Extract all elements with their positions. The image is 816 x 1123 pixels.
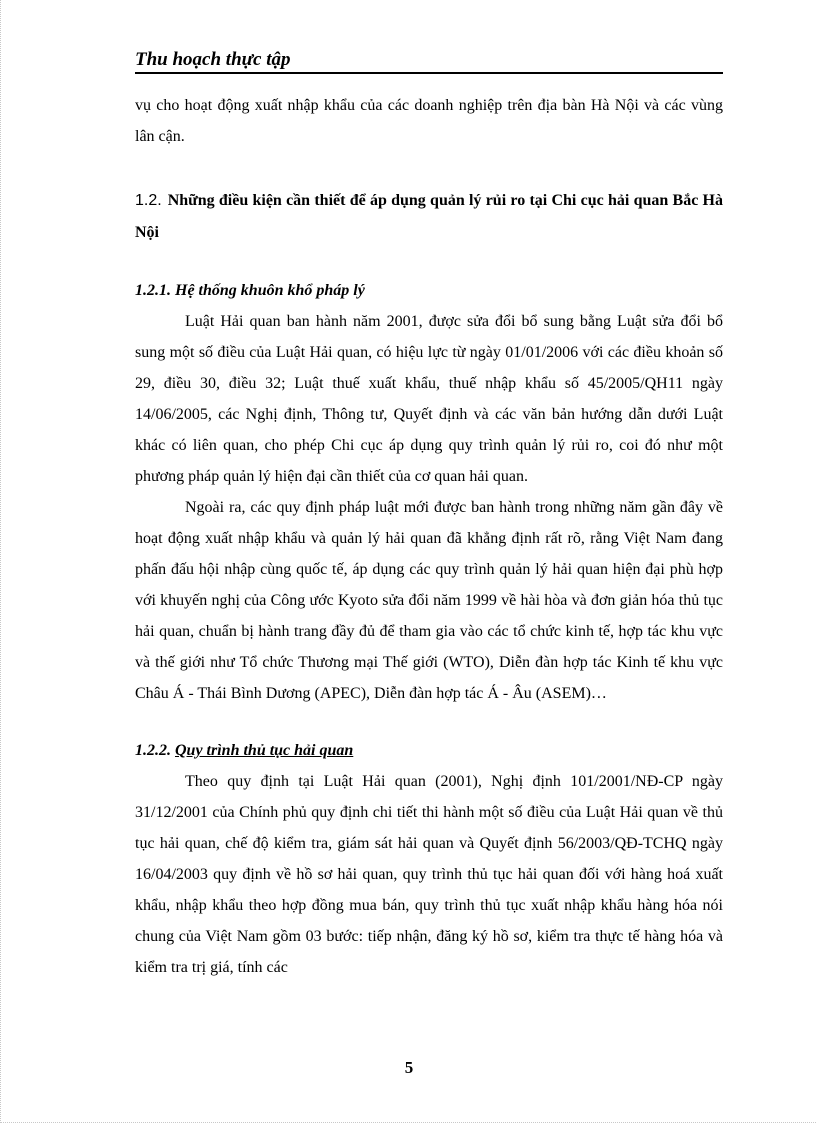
subsection-title: Quy trình thủ tục hải quan (175, 742, 354, 759)
paragraph-customs-procedure-1: Theo quy định tại Luật Hải quan (2001), Nghị định 101/2001/NĐ-CP ngày 31/12/2001 của Chính phủ quy định chi tiết thi hành một số điều của Luật Hải quan về thủ tục hải quan, chế độ kiểm tra, giám sát hải quan và Quyết định 56/2003/QĐ-TCHQ ngày 16/04/2003 quy định về hồ sơ hải quan, quy trình thủ tục hải quan đối với hàng hoá xuất khẩu, nhập khẩu theo hợp đồng mua bán, quy trình thủ tục xuất nhập khẩu hàng hóa nói chung của Việt Nam gồm 03 bước: tiếp nhận, đăng ký hồ sơ, kiểm tra thực tế hàng hóa và kiểm tra trị giá, tính các (135, 773, 723, 976)
subsection-title: Hệ thống khuôn khổ pháp lý (175, 282, 365, 299)
header-title: Thu hoạch thực tập (135, 49, 291, 70)
section-number: 1.2. (135, 192, 162, 209)
paragraph-legal-framework-2: Ngoài ra, các quy định pháp luật mới được ban hành trong những năm gần đây về hoạt động xuất nhập khẩu và quản lý hải quan đã khẳng định rất rõ, rằng Việt Nam đang phấn đấu hội nhập cùng quốc tế, áp dụng các quy trình quản lý hải quan hiện đại phù hợp với khuyến nghị của Công ước Kyoto sửa đổi năm 1999 về hài hòa và đơn giản hóa thủ tục hải quan, chuẩn bị hành trang đầy đủ để tham gia vào các tổ chức kinh tế, hợp tác khu vực và thế giới như Tổ chức Thương mại Thế giới (WTO), Diễn đàn hợp tác Kinh tế khu vực Châu Á - Thái Bình Dương (APEC), Diễn đàn hợp tác Á - Âu (ASEM)… (135, 499, 723, 702)
paragraph-legal-framework-1: Luật Hải quan ban hành năm 2001, được sửa đổi bổ sung bằng Luật sửa đổi bổ sung một số điều của Luật Hải quan, có hiệu lực từ ngày 01/01/2006 với các điều khoản số 29, điều 30, điều 32; Luật thuế xuất khẩu, thuế nhập khẩu số 45/2005/QH11 ngày 14/06/2005, các Nghị định, Thông tư, Quyết định và các văn bản hướng dẫn dưới Luật khác có liên quan, cho phép Chi cục áp dụng quy trình quản lý rủi ro, coi đó như một phương pháp quản lý hiện đại cần thiết của cơ quan hải quan. (135, 313, 723, 485)
subsection-heading-1-2-1 (135, 275, 723, 306)
section-title: Những điều kiện cần thiết để áp dụng quản lý rủi ro tại Chi cục hải quan Bắc Hà Nội (135, 192, 723, 241)
section-heading-1-2 (135, 185, 723, 249)
page-footer (1, 1058, 816, 1078)
subsection-heading-1-2-2 (135, 735, 723, 766)
subsection-number: 1.2.2. (135, 742, 171, 759)
running-header (135, 48, 723, 74)
page-content (135, 90, 723, 983)
subsection-number: 1.2.1. (135, 282, 171, 299)
intro-paragraph: vụ cho hoạt động xuất nhập khẩu của các doanh nghiệp trên địa bàn Hà Nội và các vùng lân cận. (135, 97, 723, 145)
page-number: 5 (404, 1058, 414, 1077)
